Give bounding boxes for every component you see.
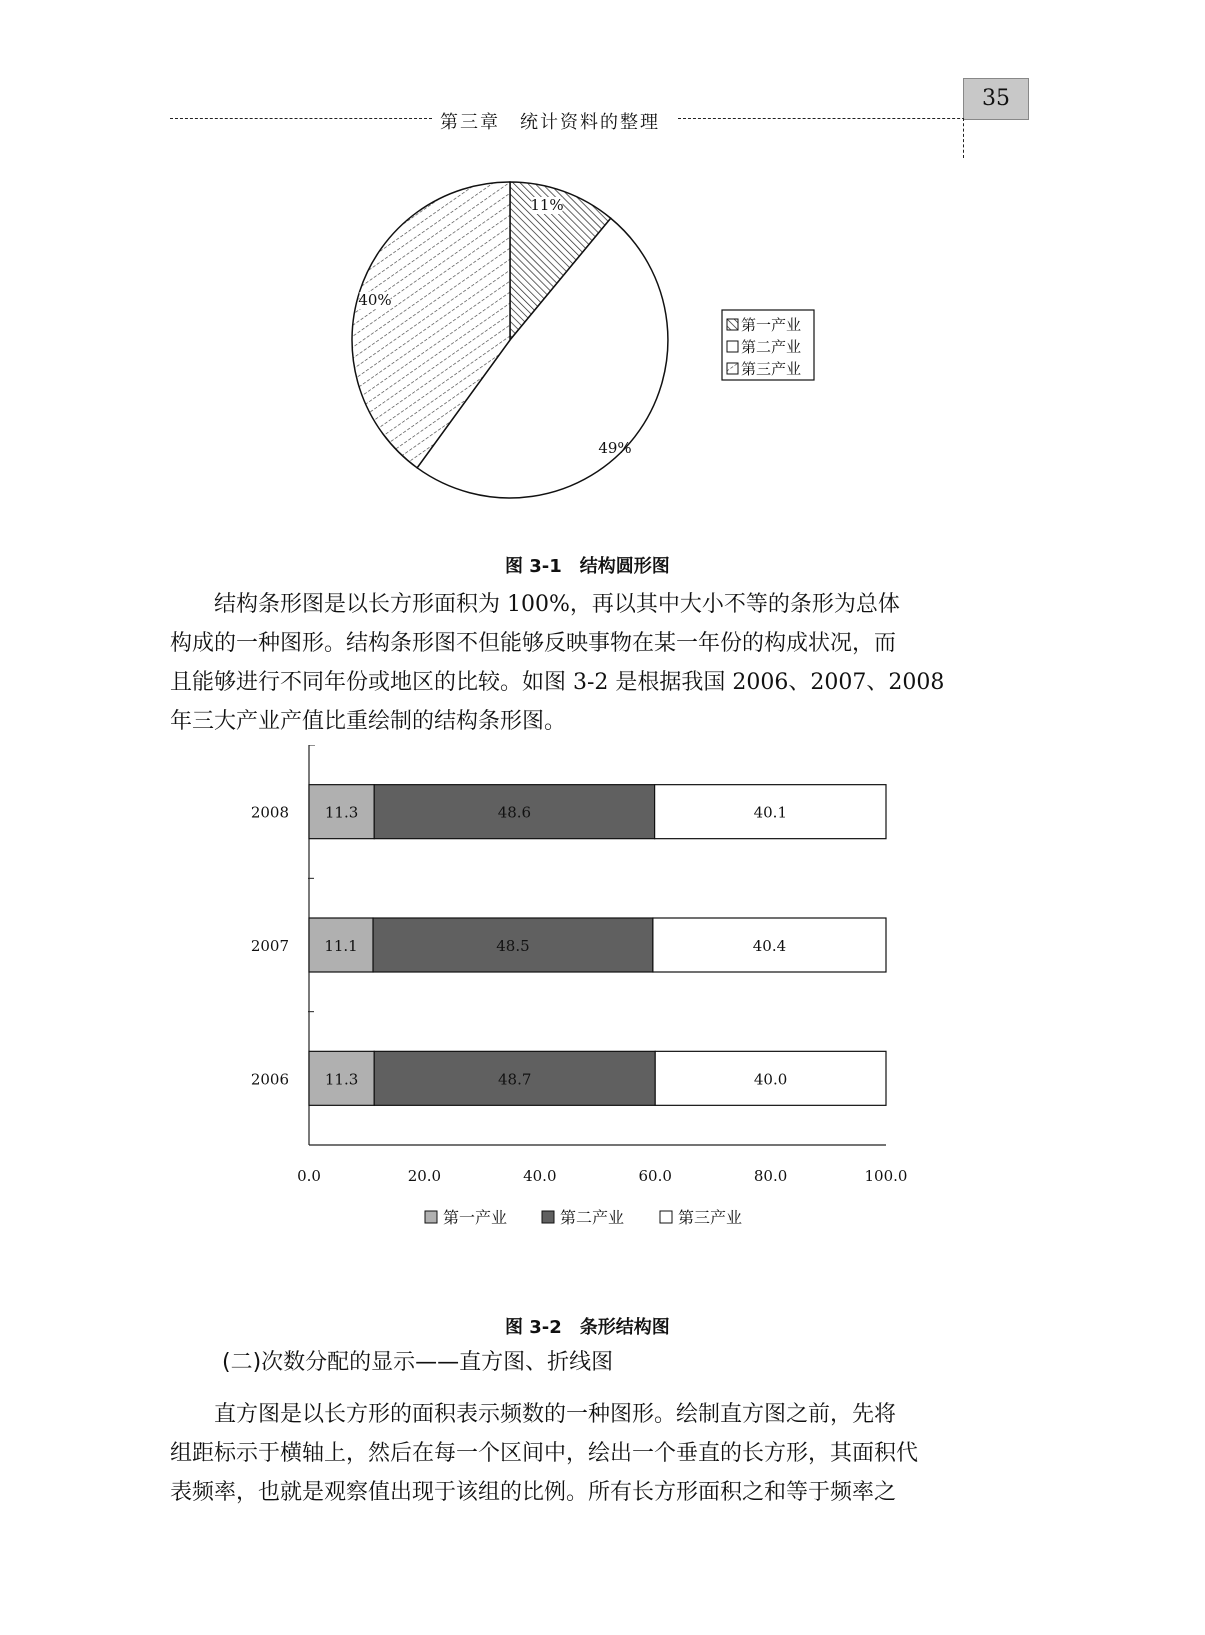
header-rule-right xyxy=(678,118,1000,119)
bar-value-label: 11.3 xyxy=(324,803,359,822)
paragraph-line: 表频率，也就是观察值出现于该组的比例。所有长方形面积之和等于频率之 xyxy=(170,1480,897,1505)
bar-legend-swatch xyxy=(542,1211,554,1223)
pie-slice-label: 40% xyxy=(358,291,392,309)
pie-legend-label: 第二产业 xyxy=(741,338,802,356)
x-tick-label: 20.0 xyxy=(407,1167,442,1185)
paragraph-line: 结构条形图是以长方形面积为 100%，再以其中大小不等的条形为总体 xyxy=(214,592,900,617)
paragraph-line: 构成的一种图形。结构条形图不但能够反映事物在某一年份的构成状况，而 xyxy=(170,631,897,656)
pie-chart xyxy=(340,180,860,535)
bar-value-label: 11.3 xyxy=(324,1070,359,1089)
pie-legend-label: 第三产业 xyxy=(741,360,802,378)
pie-slice-label: 49% xyxy=(598,439,632,457)
header-rule-left xyxy=(170,118,432,119)
pie-slice-label: 11% xyxy=(530,196,564,214)
bar-legend-swatch xyxy=(425,1211,437,1223)
stacked-bar-chart xyxy=(240,745,960,1290)
pie-legend-swatch xyxy=(727,363,738,374)
pie-legend-label: 第一产业 xyxy=(741,316,802,334)
pie-legend-swatch xyxy=(727,319,738,330)
bar-value-label: 11.1 xyxy=(324,937,358,955)
paragraph-line: 组距标示于横轴上，然后在每一个区间中，绘出一个垂直的长方形，其面积代 xyxy=(170,1441,919,1466)
x-tick-label: 60.0 xyxy=(638,1167,672,1185)
body-paragraph-2 xyxy=(170,1395,1030,1512)
pie-legend-swatch xyxy=(727,341,738,352)
x-tick-label: 80.0 xyxy=(753,1167,788,1185)
y-category-label: 2007 xyxy=(250,937,289,955)
y-category-label: 2008 xyxy=(250,803,289,822)
bar-legend-label: 第一产业 xyxy=(443,1208,508,1227)
bar-legend-label: 第三产业 xyxy=(678,1208,743,1227)
bar-legend-label: 第二产业 xyxy=(560,1208,625,1227)
header-vertical-rule xyxy=(963,118,964,158)
body-paragraph-1 xyxy=(170,585,1030,741)
paragraph-line: 直方图是以长方形的面积表示频数的一种图形。绘制直方图之前，先将 xyxy=(214,1402,897,1427)
figure1-caption: 图 3-1 结构圆形图 xyxy=(505,556,670,577)
chapter-title: 第三章 统计资料的整理 xyxy=(440,112,660,133)
section-heading: (二)次数分配的显示——直方图、折线图 xyxy=(222,1350,614,1375)
paragraph-line: 年三大产业产值比重绘制的结构条形图。 xyxy=(170,709,567,734)
bar-value-label: 48.7 xyxy=(497,1070,532,1089)
x-tick-label: 0.0 xyxy=(297,1167,321,1185)
bar-value-label: 48.5 xyxy=(496,937,530,955)
bar-value-label: 48.6 xyxy=(497,803,532,822)
paragraph-line: 且能够进行不同年份或地区的比较。如图 3-2 是根据我国 2006、2007、2008 xyxy=(170,670,945,695)
bar-legend-swatch xyxy=(660,1211,672,1223)
bar-value-label: 40.4 xyxy=(752,937,787,955)
bar-value-label: 40.1 xyxy=(753,803,788,822)
y-category-label: 2006 xyxy=(250,1070,289,1089)
page-number: 35 xyxy=(963,78,1029,120)
bar-value-label: 40.0 xyxy=(753,1070,788,1089)
x-tick-label: 100.0 xyxy=(864,1167,908,1185)
x-tick-label: 40.0 xyxy=(523,1167,557,1185)
figure2-caption: 图 3-2 条形结构图 xyxy=(505,1317,670,1338)
